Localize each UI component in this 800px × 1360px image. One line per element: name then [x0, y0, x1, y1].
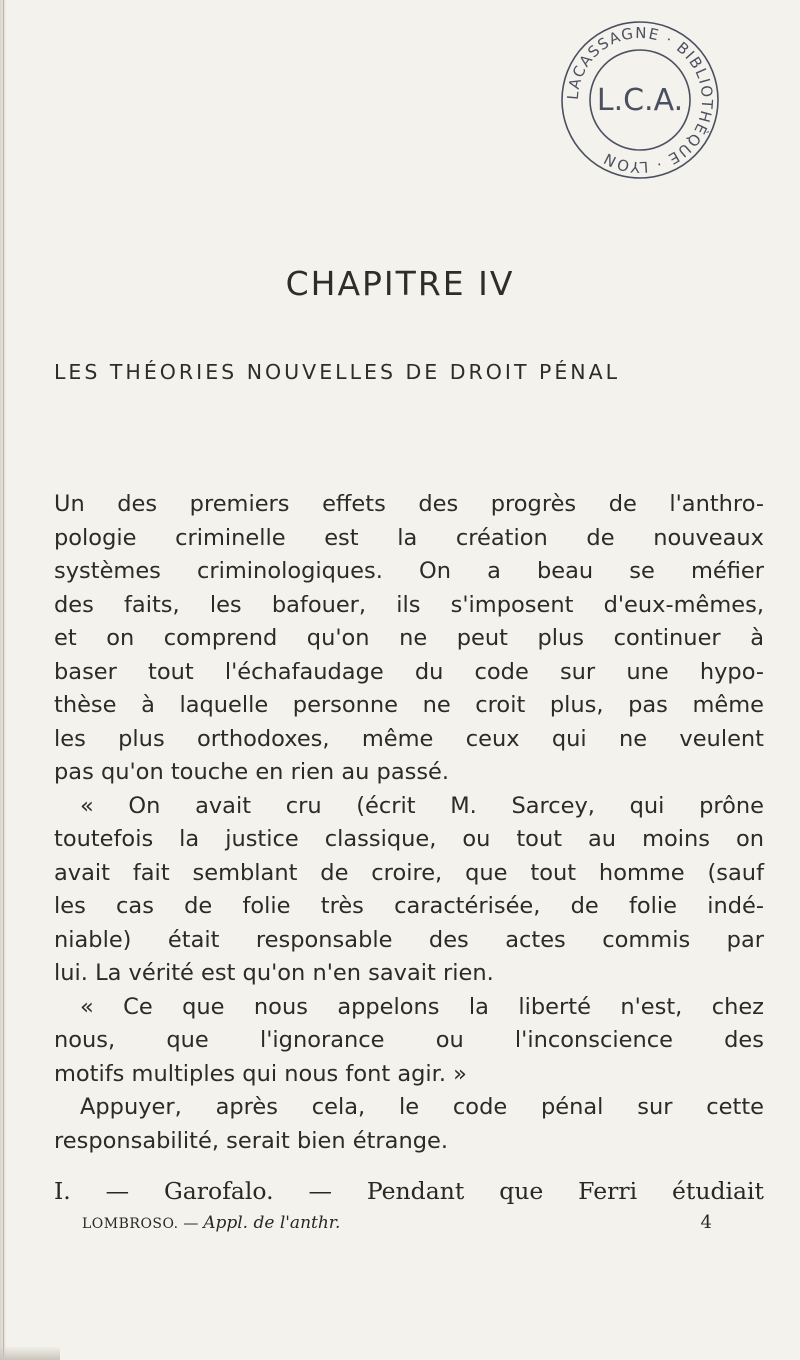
- text-line: Appuyer, après cela, le code pénal sur cette: [80, 1094, 764, 1120]
- text-line: et on comprend qu'on ne peut plus continuer à: [54, 625, 764, 651]
- chapter-title: CHAPITRE IV: [285, 264, 515, 303]
- text-line: niable) était responsable des actes commis par: [54, 926, 764, 953]
- text-line: « On avait cru (écrit M. Sarcey, qui prône: [80, 792, 764, 819]
- text-line: toutefois la justice classique, ou tout au moins on: [54, 826, 764, 852]
- signature-title: Appl. de l'anthr.: [203, 1213, 341, 1233]
- text-line: thèse à laquelle personne ne croit plus, pas même: [54, 692, 764, 718]
- text-line: des faits, les bafouer, ils s'imposent d'eux-mêmes,: [54, 591, 764, 618]
- signature-line: [82, 1210, 712, 1237]
- text-line: motifs multiples qui nous font agir. »: [54, 1060, 467, 1087]
- signature-author: LOMBROSO.: [82, 1216, 179, 1232]
- text-line: nous, que l'ignorance ou l'inconscience des: [54, 1027, 764, 1053]
- text-line: systèmes criminologiques. On a beau se méfier: [54, 558, 764, 584]
- text-line: responsabilité, serait bien étrange.: [54, 1127, 449, 1154]
- signature-separator: —: [183, 1214, 199, 1232]
- signature-number: 4: [700, 1212, 712, 1233]
- text-line: Un des premiers effets des progrès de l'anthro-: [54, 491, 764, 517]
- section-title: LES THÉORIES NOUVELLES DE DROIT PÉNAL: [54, 360, 621, 384]
- subsection-heading-line: I. — Garofalo. — Pendant que Ferri étudiait: [54, 1177, 764, 1205]
- stamp-center-text: L.C.A.: [596, 83, 684, 118]
- text-line: « Ce que nous appelons la liberté n'est, chez: [80, 993, 764, 1020]
- text-line: avait fait semblant de croire, que tout homme (sauf: [54, 859, 764, 886]
- page-binding-line: [3, 0, 4, 1360]
- text-line: lui. La vérité est qu'on n'en savait rien.: [54, 960, 494, 986]
- text-line: pas qu'on touche en rien au passé.: [54, 759, 450, 785]
- text-line: les plus orthodoxes, même ceux qui ne veulent: [54, 725, 764, 752]
- page-corner-shadow: [0, 1346, 60, 1360]
- text-line: baser tout l'échafaudage du code sur une hypo-: [54, 658, 764, 685]
- text-line: les cas de folie très caractérisée, de folie indé-: [54, 893, 764, 919]
- library-stamp: [560, 0, 720, 200]
- stamp-ring-text: LACASSAGNE · BIBLIOTHÈQUE · LYON: [563, 23, 717, 177]
- body-text: [54, 488, 764, 1158]
- text-line: pologie criminelle est la création de nouveaux: [54, 524, 764, 551]
